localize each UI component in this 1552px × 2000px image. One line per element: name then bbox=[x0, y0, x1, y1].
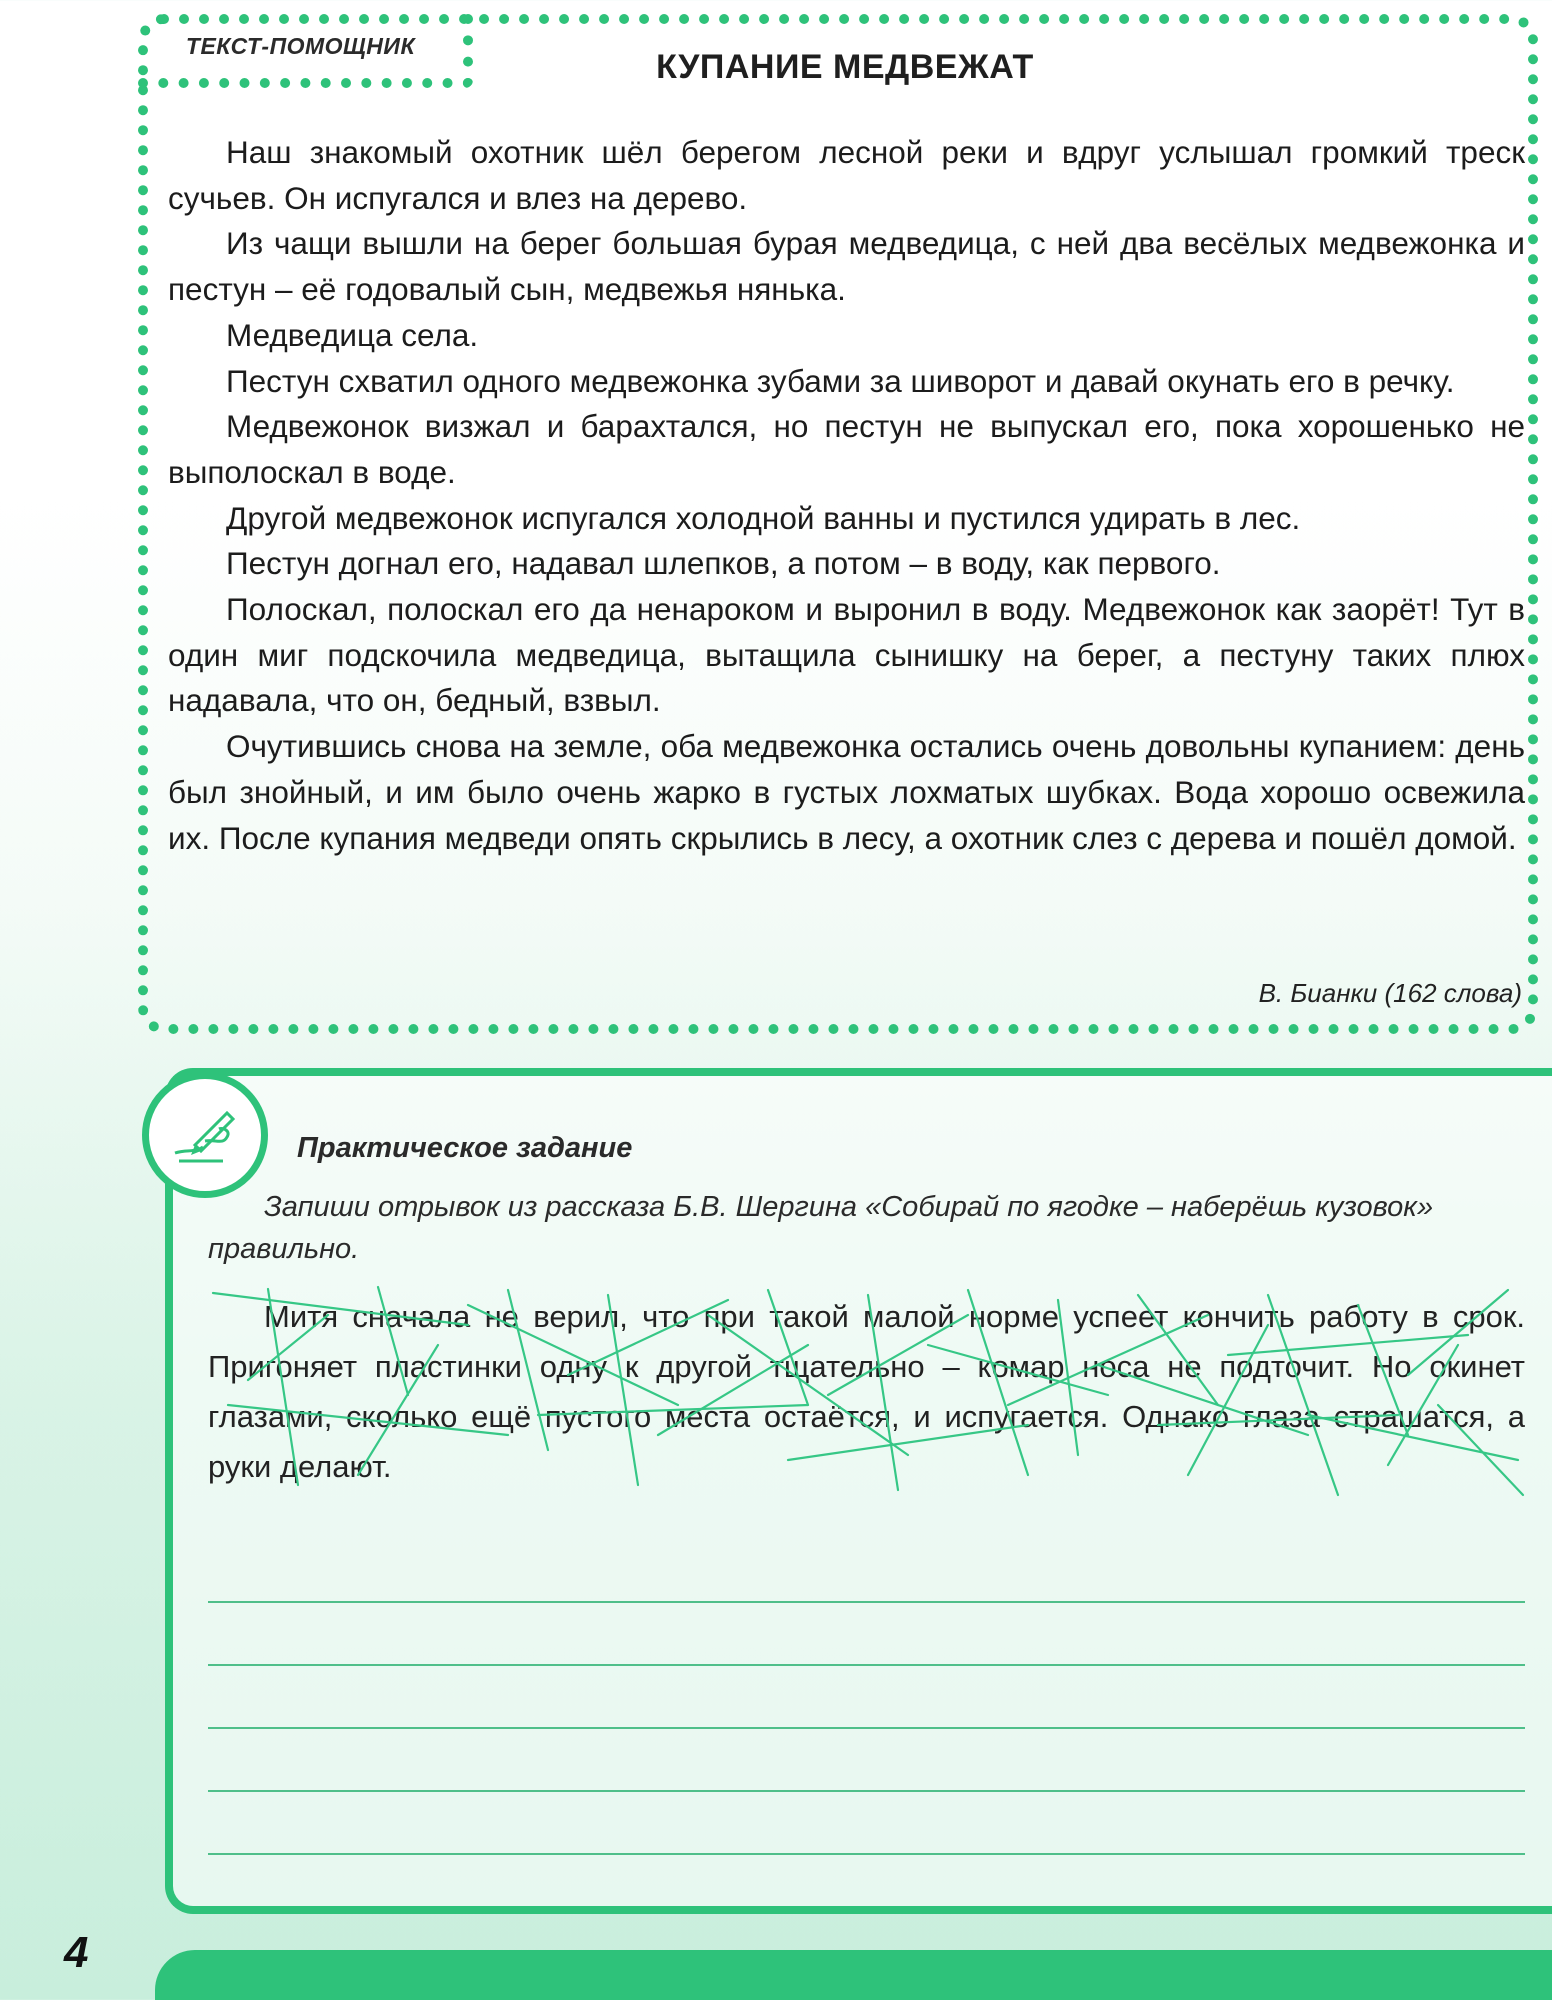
story-paragraph: Пестун догнал его, надавал шлепков, а потом – в воду, как первого. bbox=[226, 545, 1221, 582]
writing-line[interactable] bbox=[208, 1540, 1525, 1603]
story-text bbox=[168, 130, 1525, 861]
story-paragraph: Медвежонок визжал и барахтался, но пестун не выпускал его, пока хорошенько не выполоскал в воде. bbox=[168, 408, 1525, 490]
story-paragraph: Наш знакомый охотник шёл берегом лесной реки и вдруг услышал громкий треск сучьев. Он испугался и влез на дерево. bbox=[168, 134, 1525, 216]
task-scrambled-text: Митя сначала не верил, что при такой малой норме успеет кончить работу в срок. Пригоняет пластинки одну к другой тщательно – комар носа не подточит. Но окинет глазами, сколько ещё пустого места остаётся, и испугается. Однако глаза страшатся, а руки делают. bbox=[208, 1299, 1525, 1484]
writing-line[interactable] bbox=[208, 1792, 1525, 1855]
writing-lines bbox=[208, 1540, 1525, 1855]
story-paragraph: Полоскал, полоскал его да ненароком и выронил в воду. Медвежонок как заорёт! Тут в один миг подскочила медведица, вытащила сынишку на берег, а пестуну таких плюх надавала, что он, бедный, взвыл. bbox=[168, 591, 1525, 719]
story-paragraph: Другой медвежонок испугался холодной ванны и пустился удирать в лес. bbox=[226, 499, 1301, 536]
helper-tab-label: ТЕКСТ-ПОМОЩНИК bbox=[138, 14, 473, 88]
writing-line[interactable] bbox=[208, 1666, 1525, 1729]
story-title: КУПАНИЕ МЕДВЕЖАТ bbox=[656, 48, 1034, 86]
footer-band bbox=[155, 1950, 1552, 2000]
story-paragraph: Пестун схватил одного медвежонка зубами за шиворот и давай окунать его в речку. bbox=[226, 362, 1455, 399]
story-author: В. Бианки (162 слова) bbox=[1258, 978, 1522, 1008]
writing-line[interactable] bbox=[208, 1603, 1525, 1666]
story-paragraph: Медведица села. bbox=[226, 316, 479, 353]
task-heading: Практическое задание bbox=[297, 1132, 633, 1164]
pencil-hand-icon bbox=[142, 1072, 268, 1198]
task-instruction: Запиши отрывок из рассказа Б.В. Шергина «Собирай по ягодке – наберёшь кузовок» правильно. bbox=[208, 1191, 1434, 1265]
crossing-lines-overlay bbox=[208, 1285, 1528, 1500]
writing-line[interactable] bbox=[208, 1729, 1525, 1792]
story-paragraph: Очутившись снова на земле, оба медвежонка остались очень довольны купанием: день был знойный, и им было очень жарко в густых лохматых шубках. Вода хорошо освежила их. После купания медведи опять скрылись в лесу, а охотник слез с дерева и пошёл домой. bbox=[168, 728, 1525, 856]
story-paragraph: Из чащи вышли на берег большая бурая медведица, с ней два весёлых медвежонка и пестун – её годовалый сын, медвежья нянька. bbox=[168, 225, 1525, 308]
page-number: 4 bbox=[64, 1928, 89, 1977]
